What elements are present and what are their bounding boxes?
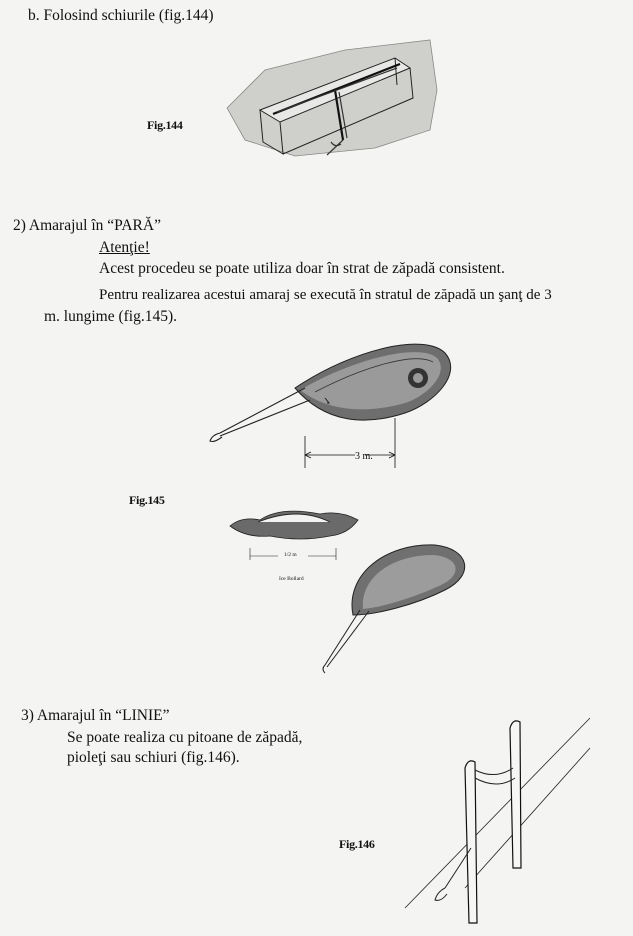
fig146-illustration <box>405 708 595 933</box>
inset-ice-bollard-label: Ice Bollard <box>279 576 304 582</box>
section-3-line-1: Se poate realiza cu pitoane de zăpadă, <box>67 729 303 746</box>
fig145-dimension-label: 3 m. <box>355 451 373 462</box>
bleed-through-text <box>250 6 253 25</box>
section-3-heading: 3) Amarajul în “LINIE” <box>21 707 170 724</box>
fig144-illustration <box>225 30 440 160</box>
warning-text: Acest procedeu se poate utiliza doar în strat de zăpadă consistent. <box>99 260 505 277</box>
fig144-caption: Fig.144 <box>147 118 183 132</box>
fig145-illustration <box>205 328 475 488</box>
section-3-line-2: pioleţi sau schiuri (fig.146). <box>67 749 240 766</box>
fig146-caption: Fig.146 <box>339 837 375 851</box>
fig145-caption: Fig.145 <box>129 493 165 507</box>
section-b-heading: b. Folosind schiurile (fig.144) <box>28 7 214 24</box>
inset-dimension-label: 1/2 m <box>284 552 297 558</box>
paragraph-line-1: Pentru realizarea acestui amaraj se execută în stratul de zăpadă un şanţ de 3 <box>99 287 552 303</box>
section-2-heading: 2) Amarajul în “PARĂ” <box>13 217 161 234</box>
paragraph-line-2: m. lungime (fig.145). <box>44 308 178 325</box>
fig145-second-view <box>305 535 475 675</box>
warning-title: Atenţie! <box>99 239 150 256</box>
